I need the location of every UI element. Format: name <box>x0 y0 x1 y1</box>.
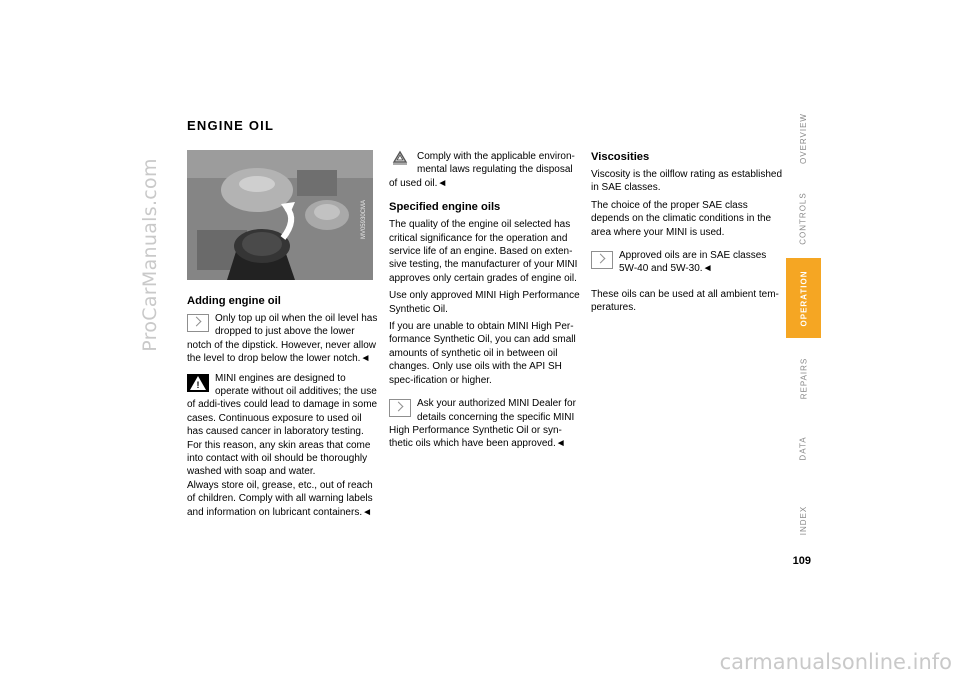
warning-text: MINI engines are designed to operate without oil additives; the use of addi-tives could lead to damage in some cases. Continuous exposure to used oil has caused cancer in laboratory testing. <box>187 372 378 438</box>
paragraph: The quality of the engine oil selected has critical significance for the operation and service life of an engine. Based on exten-sive testing, the manufacturer of your MINI approves only certain grades of engine oil. <box>389 219 578 284</box>
column-middle <box>389 150 581 457</box>
environment-note <box>389 150 581 190</box>
specified-oils-heading: Specified engine oils <box>389 201 501 214</box>
tab-data[interactable]: DATA <box>799 435 808 461</box>
paragraph: These oils can be used at all ambient tem-peratures. <box>591 288 779 314</box>
adding-oil-heading: Adding engine oil <box>187 295 281 307</box>
note-icon <box>591 251 613 269</box>
engine-oil-cap-photo <box>187 150 373 280</box>
end-mark: ◄ <box>360 353 371 365</box>
note-dealer-text: Ask your authorized MINI Dealer for details concerning the specific MINI High Performance Synthetic Oil or syn-thetic oils which have been approved. <box>389 398 576 450</box>
note-icon <box>187 314 209 332</box>
tab-index[interactable]: INDEX <box>798 505 808 535</box>
paragraph: Viscosity is the oilflow rating as established in SAE classes. <box>591 169 783 194</box>
warning-icon: ! <box>187 374 209 392</box>
watermark-bottom: carmanualsonline.info <box>719 650 952 674</box>
note-sae-classes <box>591 249 783 276</box>
photo-code: MV05930CMA <box>360 200 367 240</box>
section-title: ENGINE OIL <box>187 118 275 133</box>
end-mark: ◄ <box>555 438 566 450</box>
paragraph: Use only approved MINI High Performance Synthetic Oil. <box>389 290 580 315</box>
page-number: 109 <box>792 555 811 567</box>
watermark-left: ProCarManuals.com <box>139 158 161 352</box>
warning-additives <box>187 372 379 519</box>
tab-operation[interactable]: OPERATION <box>786 258 821 338</box>
viscosities-heading: Viscosities <box>591 151 650 163</box>
tab-overview[interactable]: OVERVIEW <box>799 112 809 164</box>
paragraph: If you are unable to obtain MINI High Per-formance Synthetic Oil, you can add small amounts of synthetic oil in between oil changes. Only use oils with the API SH spec-ification or higher. <box>389 321 576 386</box>
warning-text-3: Always store oil, grease, etc., out of reach of children. Comply with all warning labels and information on lubricant containers. <box>187 479 373 518</box>
note-oil-level-text: Only top up oil when the oil level has dropped to just above the lower notch of the dipstick. However, never allow the level to drop below the lower notch. <box>187 313 378 365</box>
end-mark: ◄ <box>437 177 448 189</box>
note-dealer <box>389 397 581 451</box>
column-left <box>187 150 379 525</box>
column-right <box>591 150 783 319</box>
engine-bay-illustration <box>187 150 373 280</box>
tab-repairs[interactable]: REPAIRS <box>799 357 808 399</box>
recycle-icon <box>389 150 411 168</box>
note-sae-text: Approved oils are in SAE classes 5W-40 and 5W-30. <box>619 250 767 275</box>
paragraph: The choice of the proper SAE class depends on the climatic conditions in the area where your MINI is used. <box>591 199 772 238</box>
note-oil-level <box>187 312 379 366</box>
end-mark: ◄ <box>362 506 373 518</box>
tab-controls[interactable]: CONTROLS <box>799 191 809 245</box>
environment-note-text: Comply with the applicable environ-mental laws regulating the disposal of used oil. <box>389 151 575 189</box>
warning-text-2: For this reason, any skin areas that come into contact with oil should be thoroughly washed with soap and water. <box>187 439 371 478</box>
note-icon <box>389 399 411 417</box>
end-mark: ◄ <box>702 263 713 275</box>
